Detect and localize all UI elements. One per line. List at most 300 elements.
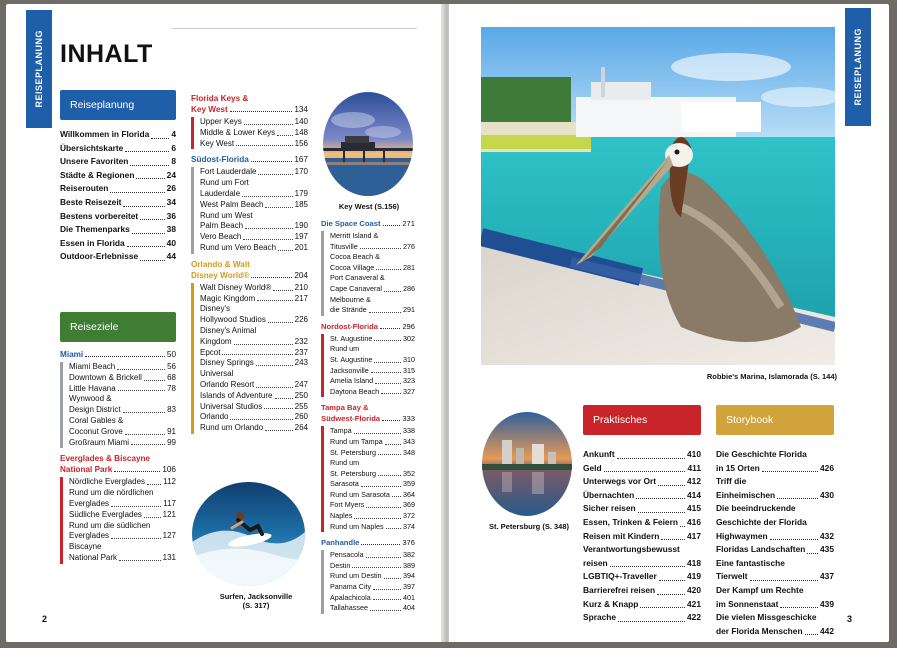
right-page (449, 4, 889, 642)
subitem-leader (243, 239, 292, 240)
region-heading-line2: Disney World® (191, 270, 250, 280)
toc-row-label: Geschichte der Florida (716, 516, 807, 527)
region-subitems (191, 117, 308, 149)
region-heading-leader (361, 544, 400, 545)
subitem-row (330, 263, 415, 274)
subitem-label: Sarasota (330, 479, 359, 489)
subitem-label: Downtown & Brickell (69, 372, 142, 382)
toc-row (716, 516, 834, 530)
toc-row-leader (680, 526, 685, 527)
subitem-row (200, 178, 308, 189)
subitem-leader (125, 434, 165, 435)
subitem-page: 131 (162, 552, 176, 562)
toc-row-page: 4 (171, 129, 176, 139)
toc-row-leader (657, 594, 685, 595)
subitem-row (69, 531, 176, 542)
subitem-leader (392, 496, 401, 497)
region-heading-line1: Tampa Bay & (321, 403, 369, 413)
subitem-leader (268, 322, 293, 323)
toc-row-leader (610, 566, 685, 567)
subitem-page: 394 (403, 571, 415, 581)
subitem-leader (265, 207, 292, 208)
toc-row (60, 128, 176, 142)
toc-row (716, 462, 834, 476)
subitem-label: Fort Myers (330, 500, 365, 510)
toc-row-label: Die beeindruckende (716, 503, 796, 514)
subitem-label: Little Havana (69, 383, 116, 393)
subitem-leader (222, 354, 292, 355)
subitem-leader (119, 560, 161, 561)
subitem-label: Coconut Grove (69, 426, 123, 436)
subitem-label: Vero Beach (200, 232, 242, 242)
subitem-page: 338 (403, 426, 415, 436)
toc-row-page: 430 (820, 489, 834, 500)
subitem-page: 201 (294, 242, 308, 252)
region-subitems (321, 231, 415, 316)
subitem-label: Cape Canaveral (330, 283, 382, 293)
side-tab-right (845, 8, 871, 126)
reiseziele-column-2 (191, 93, 308, 439)
subitem-label: Miami Beach (69, 362, 116, 371)
section-reiseplanung (60, 90, 176, 120)
section-storybook (716, 405, 834, 435)
subitem-row (200, 189, 308, 200)
toc-row-leader (604, 471, 686, 472)
toc-row-label: Ankunft (583, 449, 615, 459)
subitem-row (330, 355, 415, 366)
region-heading (321, 321, 415, 332)
toc-row-label: Sprache (583, 612, 617, 623)
subitem-row (330, 522, 415, 533)
region-heading (191, 259, 308, 270)
region-heading-leader (114, 471, 160, 472)
subitem-leader (111, 506, 161, 507)
toc-row (583, 530, 701, 544)
subitem-label: Walt Disney World® (200, 282, 272, 292)
toc-row-label: Die Geschichte Florida (716, 449, 807, 459)
toc-row-page: 421 (687, 598, 701, 609)
subitem-label: Hollywood Studios (200, 315, 266, 325)
toc-row-leader (618, 621, 685, 622)
subitem-page: 56 (167, 362, 176, 371)
subitem-leader (370, 610, 401, 611)
toc-row (716, 543, 834, 557)
subitem-label: Kingdom (200, 336, 232, 346)
subitem-row (69, 405, 176, 416)
subitem-row (200, 358, 308, 369)
region-heading-title: Panhandle (321, 538, 360, 548)
subitem-label: Orlando Resort (200, 379, 255, 389)
subitem-leader (375, 383, 401, 384)
region-heading-page: 106 (162, 465, 176, 475)
praktisches-list (583, 448, 701, 625)
region-subitems (191, 283, 308, 434)
subitem-row (200, 221, 308, 232)
toc-row-label: Tierwelt (716, 571, 748, 582)
subitem-label: St. Augustine (330, 333, 373, 343)
subitem-leader (374, 340, 401, 341)
subitem-leader (378, 475, 401, 476)
subitem-label: Rund um Naples (330, 521, 384, 531)
toc-row-leader (750, 580, 819, 581)
subitem-leader (354, 518, 401, 519)
toc-row-label: Unterwegs vor Ort (583, 476, 657, 487)
subitem-row (200, 337, 308, 348)
region-subitems (191, 167, 308, 253)
subitem-page: 359 (403, 479, 415, 489)
subitem-row (69, 427, 176, 438)
subitem-leader (257, 300, 293, 301)
toc-row-page: 38 (166, 224, 176, 235)
title-rule (172, 28, 417, 29)
subitem-row (330, 469, 415, 480)
subitem-leader (111, 538, 161, 539)
toc-row-page: 8 (171, 156, 176, 167)
toc-row (60, 182, 176, 196)
subitem-leader (361, 486, 401, 487)
toc-row-page: 432 (820, 530, 834, 541)
subitem-leader (369, 312, 401, 313)
subitem-row (200, 243, 308, 254)
subitem-row (200, 391, 308, 402)
subitem-row (330, 448, 415, 459)
subitem-row (330, 252, 415, 263)
subitem-leader (374, 362, 401, 363)
toc-row (716, 584, 834, 598)
subitem-row (200, 128, 308, 139)
subitem-leader (278, 250, 293, 251)
subitem-label: Panama City (330, 582, 372, 592)
region-heading-page: 271 (402, 219, 415, 228)
region-heading-page: 204 (294, 270, 308, 280)
subitem-row (330, 437, 415, 448)
subitem-row (330, 511, 415, 522)
subitem-row (200, 304, 308, 315)
toc-row-page: 417 (687, 530, 701, 541)
region-heading-leader (251, 277, 292, 278)
subitem-row (330, 305, 415, 316)
subitem-label: Rund um Sarasota (330, 489, 390, 499)
subitem-page: 237 (294, 347, 308, 357)
toc-row-label: Städte & Regionen (60, 169, 135, 180)
toc-row-leader (127, 246, 165, 247)
toc-row (716, 530, 834, 544)
subitem-page: 286 (403, 283, 415, 293)
caption-surfen-line2: (S. 317) (242, 601, 270, 610)
toc-row-page: 416 (687, 516, 701, 527)
subitem-label: Biscayne (69, 542, 102, 552)
toc-row-leader (140, 219, 164, 220)
region-heading-line2: National Park (60, 465, 113, 475)
region-subitems (60, 477, 176, 563)
subitem-row (200, 348, 308, 359)
storybook-list (716, 448, 834, 638)
subitem-leader (275, 398, 293, 399)
toc-row-page: 422 (687, 612, 701, 623)
subitem-leader (144, 380, 165, 381)
subitem-label: Rund um Vero Beach (200, 242, 277, 252)
subitem-label: Melbourne & (330, 294, 371, 304)
region-heading (321, 218, 415, 229)
toc-row-leader (136, 178, 164, 179)
subitem-leader (360, 248, 401, 249)
toc-row-page: 437 (820, 571, 834, 582)
toc-row (583, 543, 701, 557)
subitem-row (69, 384, 176, 395)
caption-keywest: Key West (S.156) (338, 202, 400, 211)
subitem-page: 156 (294, 138, 308, 148)
toc-row-page: 442 (820, 625, 834, 636)
toc-row-leader (640, 607, 685, 608)
subitem-row (69, 394, 176, 405)
subitem-row (69, 416, 176, 427)
toc-row (716, 611, 834, 625)
subitem-page: 348 (403, 447, 415, 457)
subitem-page: 276 (403, 241, 415, 251)
subitem-leader (144, 517, 161, 518)
caption-stpete: St. Petersburg (S. 348) (488, 522, 570, 531)
subitem-page: 372 (403, 511, 415, 521)
subitem-row (200, 326, 308, 337)
region-subitems (321, 550, 415, 614)
subitem-row (200, 211, 308, 222)
subitem-leader (242, 196, 293, 197)
subitem-page: 302 (403, 333, 415, 343)
toc-row-label: Reiserouten (60, 183, 109, 194)
toc-row-label: in 15 Orten (716, 462, 760, 473)
toc-row-label: Essen in Florida (60, 237, 125, 248)
subitem-leader (373, 599, 401, 600)
subitem-label: Everglades (69, 531, 110, 541)
subitem-row (200, 283, 308, 294)
subitem-page: 382 (403, 550, 415, 560)
subitem-label: Orlando (200, 412, 229, 422)
subitem-label: Magic Kingdom (200, 293, 256, 303)
subitem-page: 217 (294, 293, 308, 303)
region-heading-title: Die Space Coast (321, 219, 381, 228)
toc-row (583, 475, 701, 489)
caption-surfen-line1: Surfen, Jacksonville (219, 592, 293, 601)
subitem-leader (245, 228, 293, 229)
toc-row-page: 439 (820, 598, 834, 609)
subitem-label: Amelia Island (330, 376, 374, 386)
subitem-label: West Palm Beach (200, 199, 264, 209)
subitem-label: Tampa (330, 426, 352, 436)
toc-row-leader (130, 165, 169, 166)
toc-row-leader (132, 233, 165, 234)
subitem-row (330, 344, 415, 355)
subitem-label: Universal (200, 369, 234, 379)
subitem-row (330, 582, 415, 593)
reiseziele-column-3 (321, 218, 415, 619)
subitem-leader (117, 369, 165, 370)
toc-row-leader (636, 498, 685, 499)
toc-row-leader (661, 539, 685, 540)
subitem-row (330, 231, 415, 242)
subitem-label: Port Canaveral & (330, 273, 385, 283)
region-heading-title: Nordost-Florida (321, 321, 378, 331)
subitem-label: Titusville (330, 241, 358, 251)
pelican-photo (481, 27, 835, 365)
toc-row-leader (777, 498, 818, 499)
subitem-row (330, 458, 415, 469)
region-heading-title: Südost-Florida (191, 155, 249, 165)
toc-row (60, 196, 176, 210)
subitem-leader (352, 567, 401, 568)
subitem-row (69, 362, 176, 373)
page-number-left: 2 (42, 614, 48, 624)
toc-row-leader (807, 553, 818, 554)
subitem-leader (385, 444, 401, 445)
toc-row-label: Willkommen in Florida (60, 129, 150, 139)
subitem-page: 140 (294, 117, 308, 126)
subitem-page: 68 (167, 372, 176, 382)
subitem-page: 170 (294, 167, 308, 177)
subitem-label: St. Augustine (330, 354, 373, 364)
subitem-label: Everglades (69, 498, 110, 508)
subitem-label: Disney Springs (200, 358, 254, 368)
toc-row-page: 412 (687, 476, 701, 487)
subitem-page: 91 (167, 426, 176, 436)
toc-row-label: Verantwortungsbewusst (583, 544, 680, 555)
toc-row-page: 24 (166, 169, 176, 180)
subitem-page: 243 (294, 358, 308, 368)
caption-surfen (202, 592, 310, 610)
subitem-row (330, 376, 415, 387)
toc-row-label: Die Themenparks (60, 224, 130, 235)
subitem-page: 232 (294, 336, 308, 346)
subitem-label: St. Petersburg (330, 468, 376, 478)
subitem-row (330, 284, 415, 295)
subitem-page: 78 (167, 383, 176, 393)
subitem-page: 291 (403, 305, 415, 315)
subitem-page: 404 (403, 603, 415, 613)
section-reiseplanung-label: Reiseplanung (70, 99, 135, 111)
toc-row (583, 462, 701, 476)
subitem-row (200, 167, 308, 178)
surfer-photo (192, 482, 305, 586)
subitem-leader (123, 412, 166, 413)
region-heading-line1: Everglades & Biscayne (60, 454, 151, 464)
subitem-label: Südliche Everglades (69, 509, 142, 519)
toc-row (60, 169, 176, 183)
subitem-leader (244, 124, 293, 125)
subitem-leader (256, 387, 292, 388)
subitem-leader (256, 365, 293, 366)
subitem-page: 255 (294, 401, 308, 411)
toc-row (583, 502, 701, 516)
toc-row-leader (780, 607, 818, 608)
subitem-row (330, 273, 415, 284)
toc-row-label: Highwaymen (716, 530, 768, 541)
keywest-photo (323, 92, 413, 196)
subitem-row (330, 490, 415, 501)
toc-row-page: 426 (820, 462, 834, 473)
toc-row-label: LGBTIQ+-Traveller (583, 571, 657, 582)
subitem-page: 260 (294, 412, 308, 422)
toc-row (716, 475, 834, 489)
toc-row-page: 414 (687, 489, 701, 500)
region-heading-line2: Südwest-Florida (321, 414, 381, 424)
subitem-row (200, 117, 308, 128)
subitem-page: 327 (403, 386, 415, 396)
subitem-leader (384, 291, 401, 292)
region-heading-leader (383, 225, 401, 226)
toc-row (716, 502, 834, 516)
subitem-page: 343 (403, 436, 415, 446)
subitem-page: 250 (294, 390, 308, 400)
region-heading-line2: Key West (191, 105, 228, 114)
region-heading-leader (382, 420, 400, 421)
subitem-page: 148 (294, 127, 308, 137)
region-heading (60, 349, 176, 360)
toc-row (583, 557, 701, 571)
subitem-row (330, 593, 415, 604)
region-heading (191, 270, 308, 281)
subitem-leader (147, 484, 161, 485)
left-page (6, 4, 447, 642)
toc-row-page: 419 (687, 571, 701, 582)
subitem-label: Merritt Island & (330, 231, 379, 240)
region-heading-page: 167 (294, 155, 308, 165)
subitem-label: Rund um die nördlichen (69, 488, 154, 498)
subitem-page: 121 (162, 509, 176, 519)
toc-row (60, 250, 176, 264)
subitem-row (200, 369, 308, 380)
region-heading (321, 413, 415, 424)
toc-row-label: Kurz & Knapp (583, 598, 639, 609)
subitem-row (200, 139, 308, 150)
toc-row (60, 210, 176, 224)
section-storybook-label: Storybook (726, 414, 774, 426)
toc-row (716, 625, 834, 639)
subitem-page: 264 (294, 423, 308, 433)
toc-row (60, 223, 176, 237)
toc-row-label: der Florida Menschen (716, 625, 803, 636)
region-heading (60, 464, 176, 475)
toc-row-label: Barrierefrei reisen (583, 584, 656, 595)
toc-row-label: Bestens vorbereitet (60, 210, 139, 221)
region-heading (321, 537, 415, 548)
subitem-page: 210 (294, 282, 308, 292)
toc-row-leader (617, 458, 685, 459)
side-tab-label: REISEPLANUNG (34, 30, 44, 108)
subitem-page: 83 (167, 405, 176, 415)
subitem-label: Rund um Tampa (330, 436, 383, 446)
region-heading-leader (230, 111, 293, 112)
toc-row (60, 142, 176, 156)
region-heading-page: 376 (402, 538, 415, 548)
toc-row-leader (110, 192, 164, 193)
subitem-page: 352 (403, 468, 415, 478)
subitem-row (69, 553, 176, 564)
subitem-leader (384, 578, 401, 579)
subitem-label: Rund um Destin (330, 571, 382, 581)
subitem-label: Großraum Miami (69, 437, 130, 447)
region-heading-line1: Orlando & Walt (191, 259, 250, 269)
subitem-row (330, 603, 415, 614)
section-reiseziele-label: Reiseziele (70, 321, 119, 333)
toc-row-leader (151, 138, 169, 139)
subitem-row (69, 488, 176, 499)
subitem-row (69, 438, 176, 449)
toc-row-page: 34 (166, 196, 176, 207)
toc-row-page: 435 (820, 544, 834, 555)
region-heading-line1: Florida Keys & (191, 94, 249, 103)
subitem-page: 397 (403, 582, 415, 592)
subitem-page: 197 (294, 232, 308, 242)
subitem-row (330, 387, 415, 398)
